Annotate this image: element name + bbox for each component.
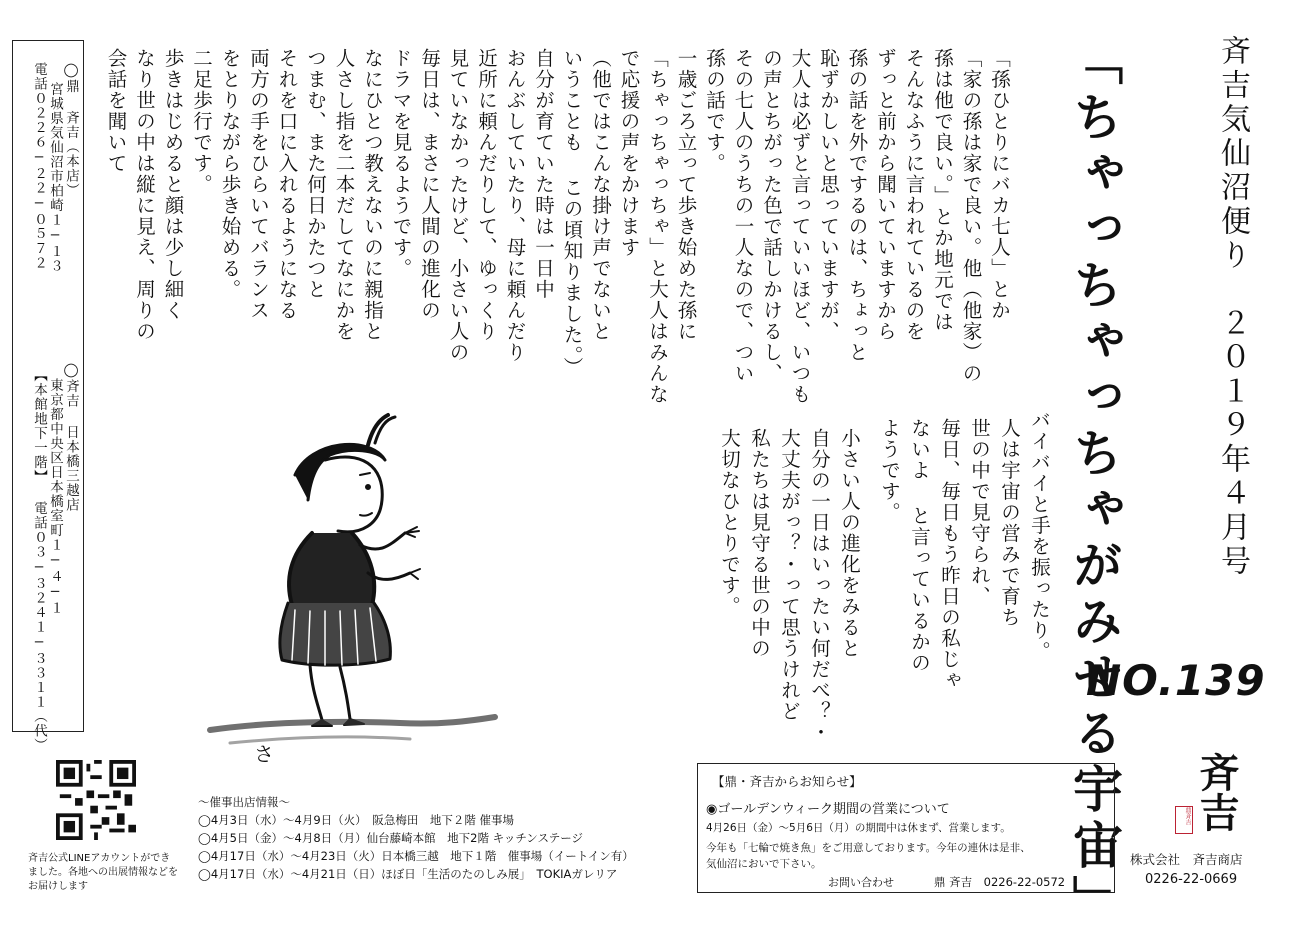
- body-line: 両方の手をひらいてバランス: [247, 48, 270, 321]
- body-line: 二足歩行です。: [190, 48, 213, 195]
- body-line: ずっと前から聞いていますから: [874, 48, 897, 342]
- body-line: 一歳ごろ立って歩き始めた孫に: [674, 48, 698, 342]
- body-line: の声とちがった色で話しかけるし、: [760, 48, 783, 384]
- body-line: 恥ずかしいと思っていますが、: [817, 48, 840, 342]
- body-line: そんなふうに言われているのを: [902, 48, 926, 342]
- body-line: 「ちゃっちゃっちゃ」と大人はみんな: [646, 48, 669, 405]
- body-line-lower: 小さい人の進化をみると: [838, 428, 861, 659]
- body-line: いうことも この頃知りました。）: [560, 48, 584, 378]
- body-line-lower: 私たちは見守る世の中の: [748, 428, 771, 659]
- child-illustration: [200, 405, 500, 750]
- event-item: ◯4月17日（水）〜4月21日（日）ほぼ日「生活のたのしみ展」 TOKIAガレリア: [198, 867, 618, 881]
- body-line: 孫の話です。: [703, 48, 726, 174]
- body-line: 毎日は、まさに人間の進化の: [418, 48, 441, 321]
- event-item: ◯4月17日（水）〜4月23日（火）日本橋三越 地下１階 催事場（イートイン有）: [198, 849, 634, 863]
- body-line: （他ではこんな掛け声でないと: [589, 48, 612, 342]
- contact-label: お問い合わせ: [828, 876, 894, 889]
- body-line: 会話を聞いて: [104, 48, 128, 174]
- page-title: 「ちゃっちゃっちゃがみせる宇宙」: [1065, 35, 1124, 931]
- body-line: で応援の声をかけます: [617, 48, 641, 258]
- body-line: その七人のうちの一人なので、つい: [731, 48, 755, 384]
- event-item: ◯4月5日（金）〜4月8日（月）仙台藤崎本館 地下2階 キッチンステージ: [198, 831, 583, 845]
- body-line: なり世の中は縦に見え、周りの: [133, 48, 156, 342]
- news-heading: 【鼎・斉吉からお知らせ】: [712, 774, 862, 789]
- artist-signature: さ: [254, 742, 274, 766]
- seal-stamp: 鼎斉吉: [1175, 806, 1193, 834]
- body-line-lower: 大切なひとりです。: [718, 428, 741, 617]
- event-item: ◯4月3日（水）〜4月9日（火） 阪急梅田 地下２階 催事場: [198, 813, 515, 827]
- body-line-lower: 人は宇宙の営みで育ち: [998, 418, 1021, 628]
- nihonbashi-floor: 【本館地下一階】 電話０３−３２４１−３３１１（代）: [31, 368, 47, 753]
- body-line: 近所に頼んだりして、ゆっくり: [475, 48, 498, 342]
- news-subheading: ◉ゴールデンウィーク期間の営業について: [706, 802, 950, 817]
- body-line: 孫は他で良い。」とか地元では: [931, 48, 954, 333]
- body-line-lower: 自分の一日はいったい何だべ？・: [808, 428, 831, 743]
- news-box: [697, 763, 1115, 893]
- company-logo: 斉吉: [1193, 752, 1240, 832]
- news-line: 気仙沼においで下さい。: [706, 858, 822, 870]
- news-line: 4月26日（金）〜5月6日（月）の期間中は休まず、営業します。: [706, 822, 1011, 834]
- body-line: 自分が育ていた時は一日中: [532, 48, 555, 300]
- body-line: おんぶしていたり、母に頼んだり: [503, 48, 527, 363]
- body-line-lower: バイバイと手を振ったり。: [1028, 410, 1051, 662]
- honten-address: 宮城県気仙沼市柏崎１−１３: [47, 82, 63, 273]
- issue-number: NO.139: [1086, 656, 1266, 705]
- body-line: 「家の孫は家で良い。他（他家）の: [959, 48, 983, 384]
- honten-name: ◯鼎 斉吉（本店）: [63, 62, 79, 198]
- company-name: 株式会社 斉吉商店: [1130, 852, 1243, 867]
- body-line: 歩きはじめると顔は少し細く: [161, 48, 185, 321]
- body-line-lower: 大丈夫がっ？・って思うけれど: [778, 428, 801, 722]
- masthead: 斉吉気仙沼便り ２０１９年４月号: [1215, 35, 1250, 579]
- body-line: をとりながら歩き始める。: [218, 48, 242, 300]
- body-line: 孫の話を外でするのは、ちょっと: [845, 48, 869, 363]
- nihonbashi-address: 東京都中央区日本橋室町１−４−１: [47, 378, 63, 615]
- events-heading: 〜催事出店情報〜: [198, 795, 290, 809]
- body-line: つまむ、また何日かたつと: [304, 48, 327, 300]
- body-line: それを口に入れるようになる: [275, 48, 299, 321]
- body-line: 人さし指を二本だしてなにかを: [332, 48, 356, 342]
- body-line: 大人は必ずと言っていいほど、いつも: [788, 48, 812, 405]
- body-line-lower: 毎日、毎日もう昨日の私じゃ: [938, 418, 961, 691]
- body-line: ドラマを見るようです。: [389, 48, 413, 279]
- body-line: なにひとつ教えないのに親指と: [361, 48, 384, 342]
- body-line: 見ていなかったけど、小さい人の: [446, 48, 470, 363]
- honten-tel: 電話０２２６−２２−０５７２: [31, 62, 47, 270]
- body-line-lower: ないよ と言っているかの: [908, 418, 931, 674]
- body-line-lower: ようです。: [878, 418, 901, 523]
- company-tel: 0226-22-0669: [1145, 872, 1238, 887]
- nihonbashi-name: ◯斉吉 日本橋三越店: [63, 362, 79, 512]
- line-qr-code[interactable]: [56, 760, 136, 840]
- body-line: 「孫ひとりにバカ七人」とか: [988, 48, 1011, 321]
- news-line: 今年も「七輪で焼き魚」をご用意しております。今年の連休は是非、: [706, 842, 1031, 854]
- line-account-note: 斉吉公式LINEアカウントができました。各地への出展情報などをお届けします: [28, 853, 178, 892]
- contact-value: 鼎 斉吉 0226-22-0572: [934, 875, 1066, 889]
- body-line-lower: 世の中で見守られ、: [968, 418, 991, 607]
